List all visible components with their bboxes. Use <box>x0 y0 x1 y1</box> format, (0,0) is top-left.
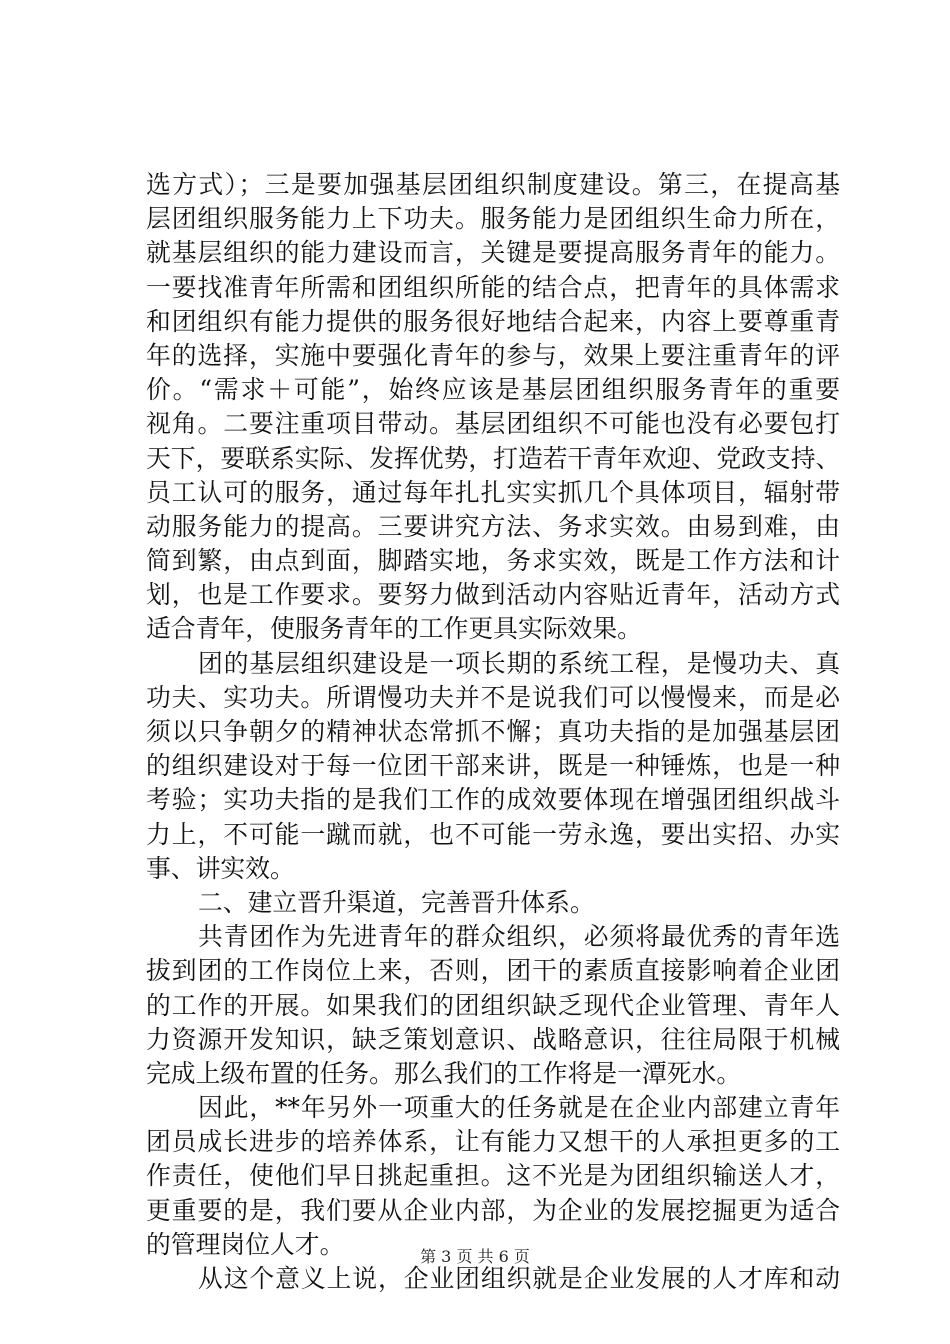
paragraph <box>146 1262 840 1296</box>
text-line: 功夫、实功夫。所谓慢功夫并不是说我们可以慢慢来，而是必 <box>146 682 840 712</box>
text-line: 从这个意义上说，企业团组织就是企业发展的人才库和动 <box>198 1264 840 1293</box>
text-line: 因此，**年另外一项重大的任务就是在企业内部建立青年 <box>198 1093 840 1123</box>
text-line: 二、建立晋升渠道，完善晋升体系。 <box>198 887 595 917</box>
text-line: 的工作的开展。如果我们的团组织缺乏现代企业管理、青年人 <box>146 990 840 1020</box>
text-line: 拔到团的工作岗位上来，否则，团干的素质直接影响着企业团 <box>146 956 840 986</box>
text-line: 考验；实功夫指的是我们工作的成效要体现在增强团组织战斗 <box>146 785 840 815</box>
text-line: 就基层组织的能力建设而言，关键是要提高服务青年的能力。 <box>146 238 840 268</box>
paragraph <box>146 920 840 1091</box>
text-line: 力上，不可能一蹴而就，也不可能一劳永逸，要出实招、办实 <box>146 819 840 849</box>
text-line: 选方式）；三是要加强基层团组织制度建设。第三，在提高基 <box>146 170 840 199</box>
text-line: 视角。二要注重项目带动。基层团组织不可能也没有必要包打 <box>146 409 840 439</box>
text-line: 划，也是工作要求。要努力做到活动内容贴近青年，活动方式 <box>146 580 840 610</box>
text-line: 的组织建设对于每一位团干部来讲，既是一种锤炼，也是一种 <box>146 751 840 781</box>
text-line: 价。“需求＋可能”，始终应该是基层团组织服务青年的重要 <box>146 375 840 405</box>
text-line: 一要找准青年所需和团组织所能的结合点，把青年的具体需求 <box>146 272 840 302</box>
text-line: 完成上级布置的任务。那么我们的工作将是一潭死水。 <box>146 1058 742 1088</box>
text-line: 须以只争朝夕的精神状态常抓不懈；真功夫指的是加强基层团 <box>146 717 840 746</box>
paragraph <box>146 886 840 920</box>
text-line: 事、讲实效。 <box>146 853 295 883</box>
document-body <box>146 168 840 1296</box>
text-line: 团员成长进步的培养体系，让有能力又想干的人承担更多的工 <box>146 1127 840 1157</box>
text-line: 员工认可的服务，通过每年扎扎实实抓几个具体项目，辐射带 <box>146 477 840 507</box>
text-line: 作责任，使他们早日挑起重担。这不光是为团组织输送人才， <box>146 1161 840 1191</box>
page-number-footer: 第 3 页 共 6 页 <box>420 1247 530 1266</box>
text-line: 团的基层组织建设是一项长期的系统工程，是慢功夫、真 <box>198 648 840 678</box>
text-line: 天下，要联系实际、发挥优势，打造若干青年欢迎、党政支持、 <box>146 443 841 473</box>
paragraph <box>146 1091 840 1262</box>
text-line: 层团组织服务能力上下功夫。服务能力是团组织生命力所在， <box>146 204 840 234</box>
text-line: 更重要的是，我们要从企业内部，为企业的发展挖掘更为适合 <box>146 1195 840 1225</box>
text-line: 力资源开发知识，缺乏策划意识、战略意识，往往局限于机械 <box>146 1024 840 1054</box>
text-line: 简到繁，由点到面，脚踏实地，务求实效，既是工作方法和计 <box>146 546 840 576</box>
paragraph <box>146 168 840 647</box>
paragraph <box>146 647 840 886</box>
text-line: 的管理岗位人才。 <box>146 1229 345 1259</box>
text-line: 适合青年，使服务青年的工作更具实际效果。 <box>146 614 642 644</box>
text-line: 动服务能力的提高。三要讲究方法、务求实效。由易到难，由 <box>146 511 840 541</box>
text-line: 年的选择，实施中要强化青年的参与，效果上要注重青年的评 <box>146 340 840 370</box>
text-line: 和团组织有能力提供的服务很好地结合起来，内容上要尊重青 <box>146 306 840 336</box>
text-line: 共青团作为先进青年的群众组织，必须将最优秀的青年选 <box>198 922 840 952</box>
